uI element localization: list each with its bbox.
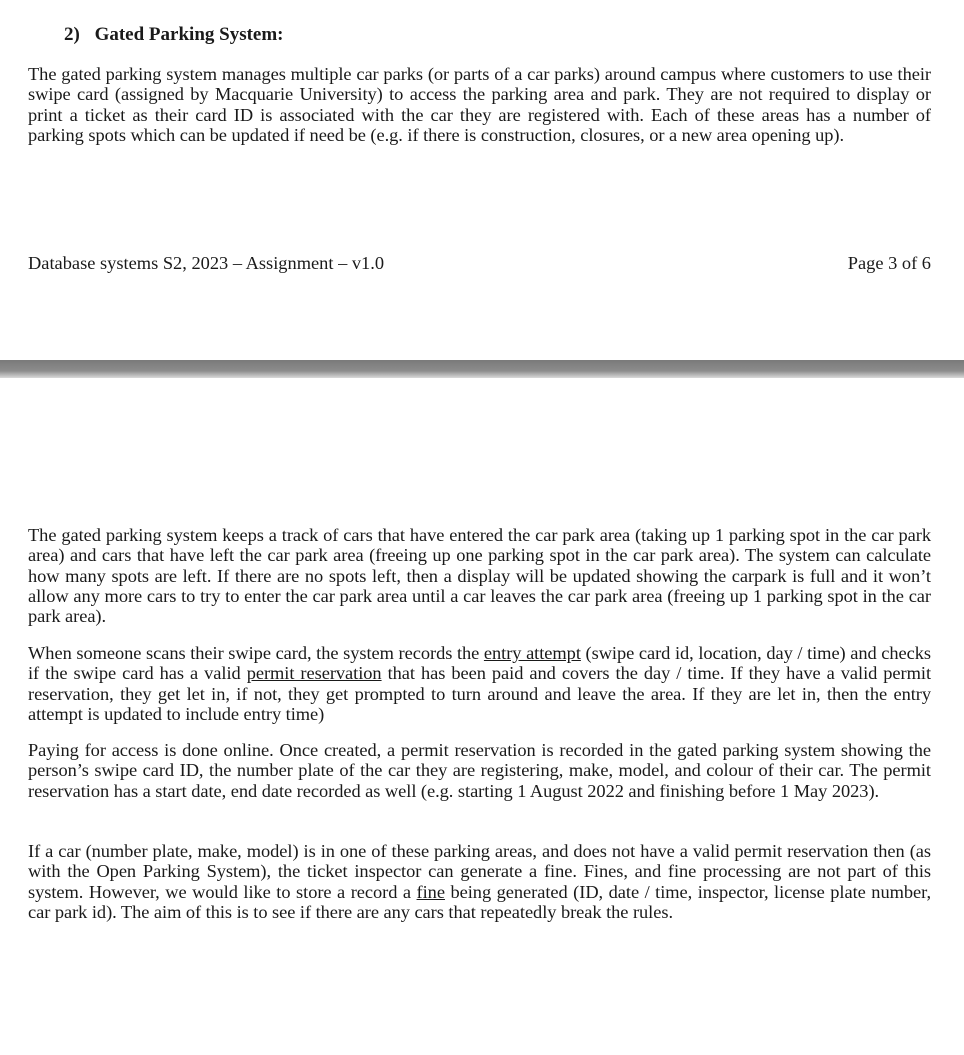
paragraph-fines — [28, 841, 931, 922]
footer-page-number: Page 3 of 6 — [847, 253, 931, 273]
section-title: Gated Parking System: — [94, 24, 284, 45]
term-entry-attempt: entry attempt — [483, 643, 581, 663]
text-span: being generated (ID, date / time, inspector, license plate number, car park id). The aim of this is to see if there are any cars that repeatedly break the rules. — [28, 881, 931, 922]
intro-paragraph: The gated parking system manages multiple car parks (or parts of a car parks) around campus where customers to use their swipe card (assigned by Macquarie University) to access the parking area and park. They are not required to display or print a ticket as their card ID is associated with the car they are registered with. Each of these areas has a number of parking spots which can be updated if need be (e.g. if there is construction, closures, or a new area opening up). — [28, 64, 931, 145]
section-heading — [64, 24, 284, 46]
text-span: When someone scans their swipe card, the system records the — [28, 643, 484, 663]
text-span: that has been paid and covers the day / time. If they have a valid permit reservation, they get let in, if not, they get prompted to turn around and leave the area. If they are let in, then the entry attempt is updated to include entry time) — [28, 663, 931, 724]
term-permit-reservation: permit reservation — [246, 663, 382, 684]
paragraph-entry-attempt — [28, 643, 931, 724]
section-number: 2) — [64, 24, 80, 45]
page-separator — [0, 360, 964, 378]
term-fine: fine — [416, 881, 445, 902]
document-page-top — [0, 0, 964, 360]
text-span: (swipe card id, location, day / time) and checks if the swipe card has a valid — [28, 643, 932, 684]
footer-document-title: Database systems S2, 2023 – Assignment – v1.0 — [28, 253, 385, 273]
paragraph-payment: Paying for access is done online. Once created, a permit reservation is recorded in the gated parking system showing the person’s swipe card ID, the number plate of the car they are registering, make, model, and colour of their car. The permit reservation has a start date, end date recorded as well (e.g. starting 1 August 2022 and finishing before 1 May 2023). — [28, 740, 931, 801]
text-span: If a car (number plate, make, model) is in one of these parking areas, and does not have a valid permit reservation then (as with the Open Parking System), the ticket inspector can generate a fine. Fines, and fine processing are not part of this system. However, we would like to store a record a — [28, 841, 931, 902]
paragraph-car-tracking: The gated parking system keeps a track of cars that have entered the car park area (taking up 1 parking spot in the car park area) and cars that have left the car park area (freeing up one parking spot in the car park area). The system can calculate how many spots are left. If there are no spots left, then a display will be updated showing the carpark is full and it won’t allow any more cars to try to enter the car park area until a car leaves the car park area (freeing up 1 parking spot in the car park area). — [28, 525, 931, 627]
